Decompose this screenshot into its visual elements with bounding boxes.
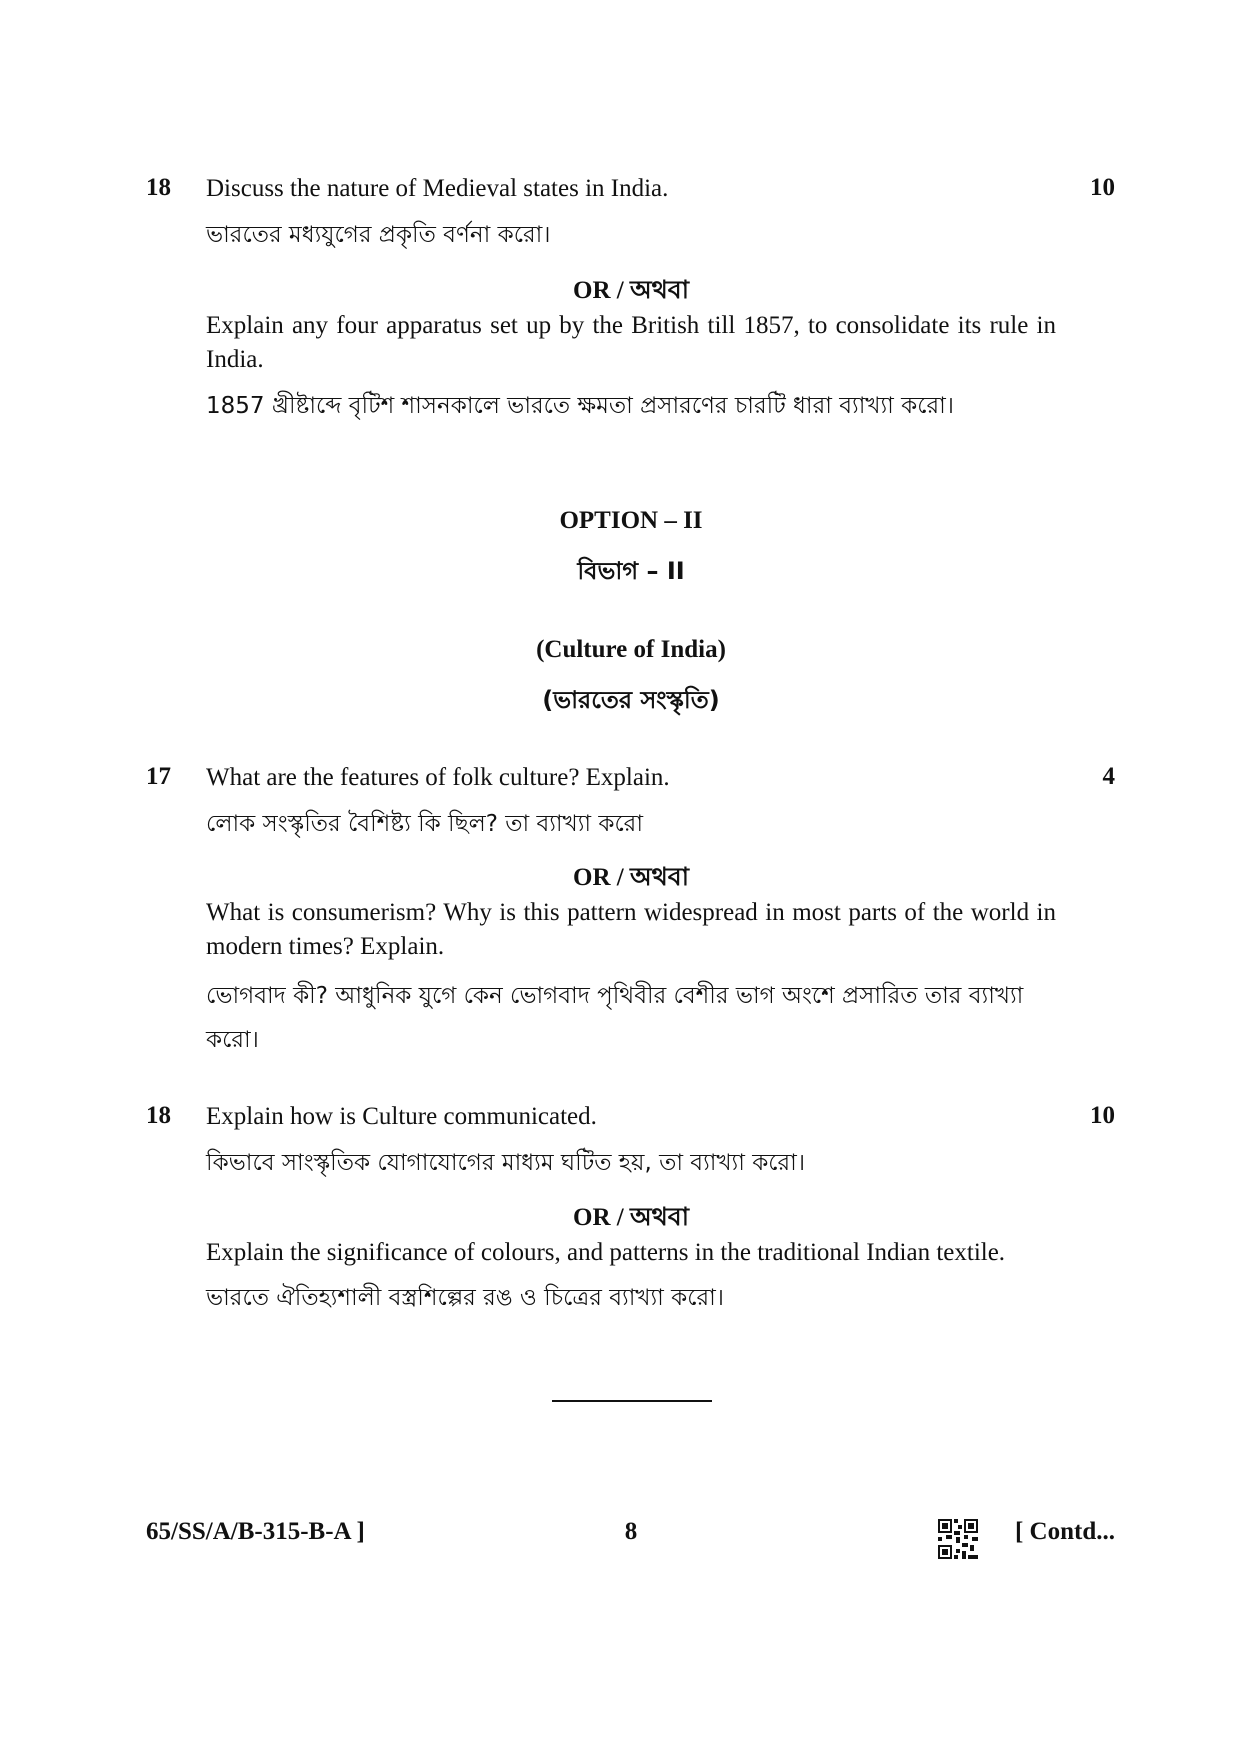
qr-code-icon xyxy=(938,1519,978,1559)
or-label: OR / অথবা xyxy=(573,277,689,304)
page-number: 8 xyxy=(624,1518,638,1545)
alternative-question-en: Explain the significance of colours, and patterns in the traditional Indian textile. xyxy=(206,1239,1006,1266)
alternative-question-bn: 1857 খ্রীষ্টাব্দে বৃটিশ শাসনকালে ভারতে ক্ষমতা প্রসারণের চারটি ধারা ব্যাখ্যা করো। xyxy=(206,393,955,419)
question-text-en: Discuss the nature of Medieval states in India. xyxy=(206,175,669,202)
paper-code: 65/SS/A/B-315-B-A ] xyxy=(146,1518,365,1545)
question-text-en: Explain how is Culture communicated. xyxy=(206,1103,597,1130)
question-number: 18 xyxy=(146,1102,171,1129)
question-text-bn: ভারতের মধ্যযুগের প্রকৃতি বর্ণনা করো। xyxy=(206,222,551,248)
end-rule xyxy=(552,1400,712,1402)
question-text-en: What are the features of folk culture? Explain. xyxy=(206,764,670,791)
alternative-question-bn: ভারতে ঐতিহ্যশালী বস্ত্রশিল্পের রঙ ও চিত্রের ব্যাখ্যা করো। xyxy=(206,1285,725,1311)
or-label: OR / অথবা xyxy=(573,1204,689,1231)
question-number: 18 xyxy=(146,174,171,201)
question-text-bn: লোক সংস্কৃতির বৈশিষ্ট্য কি ছিল? তা ব্যাখ্যা করো xyxy=(206,811,644,837)
question-marks: 10 xyxy=(1090,174,1115,201)
option-title-bn: বিভাগ – II xyxy=(577,557,685,585)
alternative-question-en: Explain any four apparatus set up by the British till 1857, to consolidate its rule in India. xyxy=(206,312,1056,373)
question-text-bn: কিভাবে সাংস্কৃতিক যোগাযোগের মাধ্যম ঘটিত হয়, তা ব্যাখ্যা করো। xyxy=(206,1150,806,1176)
subject-title: (Culture of India) xyxy=(536,636,726,663)
question-marks: 4 xyxy=(1102,763,1115,790)
alternative-question-en: What is consumerism? Why is this pattern widespread in most parts of the world in modern times? Explain. xyxy=(206,899,1056,960)
alternative-question-bn: ভোগবাদ কী? আধুনিক যুগে কেন ভোগবাদ পৃথিবীর বেশীর ভাগ অংশে প্রসারিত তার ব্যাখ্যা করো। xyxy=(206,983,1024,1053)
question-marks: 10 xyxy=(1090,1102,1115,1129)
continued-label: [ Contd... xyxy=(1014,1518,1115,1545)
question-number: 17 xyxy=(146,763,171,790)
option-title: OPTION – II xyxy=(559,507,703,534)
subject-title-bn: (ভারতের সংস্কৃতি) xyxy=(542,686,720,714)
or-label: OR / অথবা xyxy=(573,864,689,891)
